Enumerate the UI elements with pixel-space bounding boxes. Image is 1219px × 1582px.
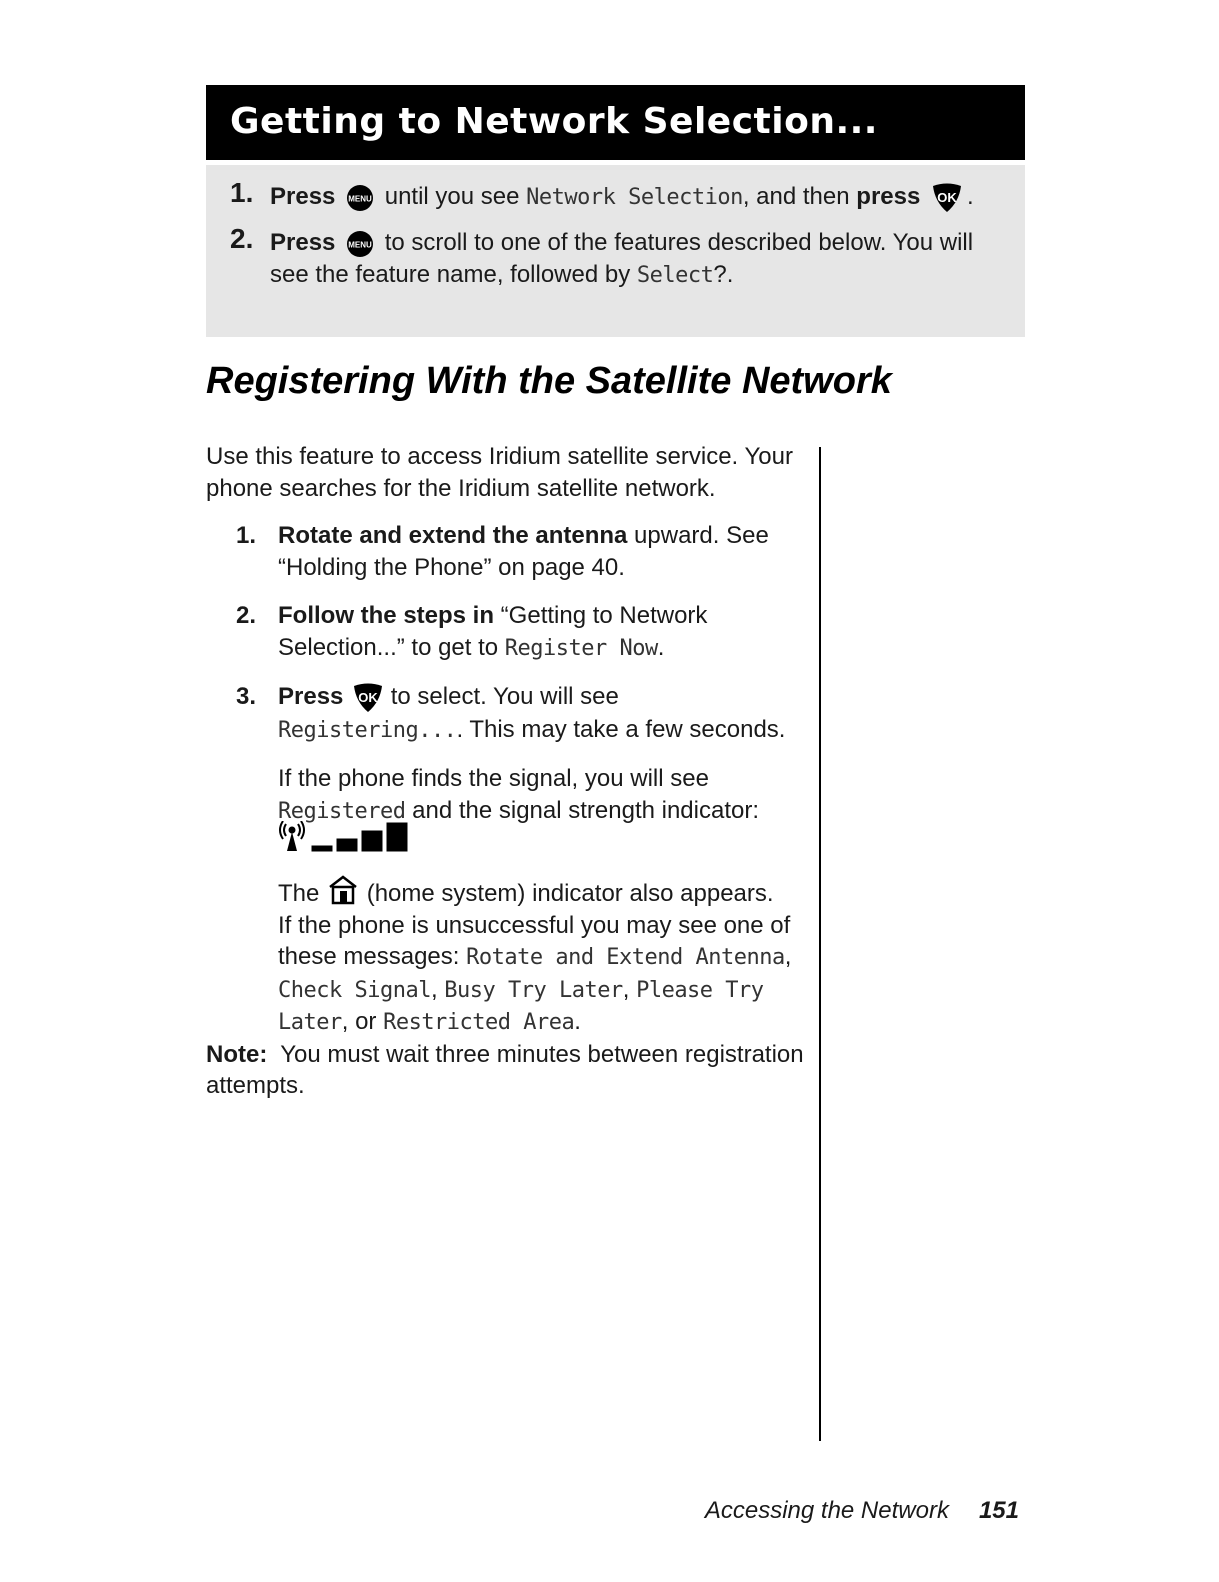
intro-paragraph: Use this feature to access Iridium satellite service. Your phone searches for the Iridium satellite network. (206, 443, 793, 502)
home-paragraph: The (home system) indicator also appears. (206, 875, 806, 910)
display-text: Please Try Later (278, 977, 764, 1036)
main-column (206, 441, 811, 1102)
banner-title: Getting to Network Selection... (230, 101, 878, 142)
step-number: 3. (236, 683, 257, 710)
display-text: Select (636, 263, 714, 288)
svg-text:MENU: MENU (348, 240, 372, 250)
step-2: 2. Follow the steps in “Getting to Network Selection...” to get to Register Now. (236, 602, 708, 661)
note-label: Note: (206, 1040, 268, 1068)
step-1: 1. Rotate and extend the antenna upward. See “Holding the Phone” on page 40. (236, 522, 769, 581)
signal-bar (337, 839, 357, 851)
instructions-box (206, 165, 1025, 337)
title-banner (206, 85, 1025, 160)
display-text: Registered (278, 798, 406, 824)
press-label: press (856, 183, 921, 210)
step-number: 2. (236, 602, 257, 629)
display-text: Rotate and Extend Antenna (466, 945, 785, 971)
signal-bars (312, 823, 407, 851)
ok-key-icon (352, 682, 384, 714)
signal-bar (362, 831, 382, 851)
signal-bar (312, 846, 332, 851)
display-text: Restricted Area (383, 1010, 575, 1036)
instruction-step-1: 1. Press MENU until you see Network Selection, and then press OK . (230, 181, 990, 214)
step-number: 2. (230, 223, 254, 254)
menu-key-icon (346, 184, 374, 212)
press-label: Press (270, 183, 336, 210)
section-title: Registering With the Satellite Network (206, 360, 892, 402)
page-footer (705, 1497, 1019, 1525)
step-3: 3. Press OK to select. You will see Registering.... This may take a few seconds. (236, 683, 786, 743)
step-number: 1. (230, 177, 254, 208)
press-label: Press (270, 229, 336, 256)
ok-key-icon (931, 182, 963, 214)
antenna-icon (280, 821, 304, 851)
svg-text:OK: OK (937, 189, 957, 205)
page-number: 151 (978, 1497, 1019, 1524)
signal-strength-indicator (206, 821, 806, 865)
footer-section: Accessing the Network (704, 1497, 949, 1524)
display-text: Network Selection (526, 185, 743, 210)
display-text: Registering... (278, 717, 457, 743)
column-divider (819, 447, 821, 1441)
note-paragraph: Note: You must wait three minutes between registration attempts. (206, 1040, 811, 1100)
signal-bars-icon (278, 821, 448, 861)
step-number: 1. (236, 522, 257, 549)
failure-paragraph: If the phone is unsuccessful you may see one of these messages: Rotate and Extend Antenna, Check Signal, Busy Try Later, Please Try Later, or Restricted Area. (278, 911, 792, 1036)
display-text: Check Signal (278, 977, 431, 1003)
instruction-step-2: 2. Press MENU to scroll to one of the features described below. You will see the feature name, followed by Select?. (230, 223, 974, 288)
home-system-icon (328, 875, 358, 905)
svg-text:OK: OK (358, 689, 378, 705)
menu-key-icon (346, 230, 374, 258)
display-text: Register Now (504, 635, 658, 661)
svg-text:MENU: MENU (348, 194, 372, 204)
signal-bar (387, 823, 407, 851)
signal-paragraph: If the phone finds the signal, you will see Registered and the signal strength indicator: (278, 765, 760, 824)
display-text: Busy Try Later (444, 977, 623, 1003)
